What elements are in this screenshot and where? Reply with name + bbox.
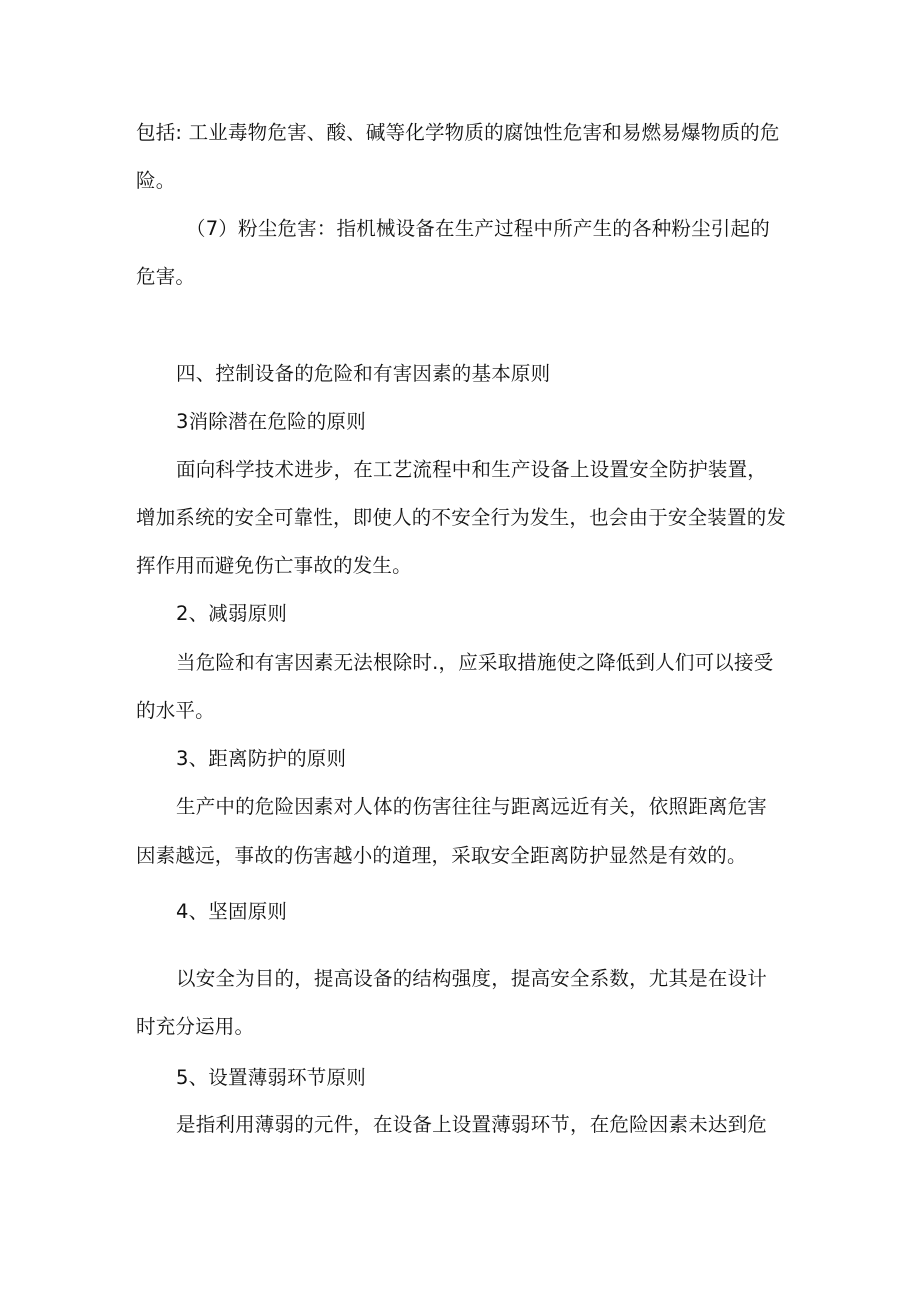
paragraph-line: 因素越远，事故的伤害越小的道理，采取安全距离防护显然是有效的。 <box>136 844 747 867</box>
paragraph-line: 生产中的危险因素对人体的伤害往往与距离远近有关，依照距离危害 <box>176 795 768 818</box>
paragraph-line: 面向科学技术进步，在工艺流程中和生产设备上设置安全防护装置， <box>176 458 768 481</box>
paragraph-line: 挥作用而避免伤亡事故的发生。 <box>136 554 412 577</box>
section-heading: 四、控制设备的危险和有害因素的基本原则 <box>176 362 551 385</box>
subheading: 5、设置薄弱环节原则 <box>176 1066 366 1089</box>
paragraph-line: 的水平。 <box>136 699 215 722</box>
paragraph-line: 以安全为目的，提高设备的结构强度，提高安全系数，尤其是在设计 <box>176 967 768 990</box>
subheading: 4、坚固原则 <box>176 900 288 923</box>
paragraph-line: 包括: 工业毒物危害、酸、碱等化学物质的腐蚀性危害和易燃易爆物质的危 <box>136 121 780 144</box>
paragraph-line: 时充分运用。 <box>136 1015 255 1038</box>
paragraph-line: （7）粉尘危害：指机械设备在生产过程中所产生的各种粉尘引起的 <box>186 217 770 240</box>
paragraph-line: 增加系统的安全可靠性，即使人的不安全行为发生，也会由于安全装置的发 <box>136 506 787 529</box>
subheading: 3、距离防护的原则 <box>176 747 347 770</box>
subheading: 3消除潜在危险的原则 <box>176 410 366 433</box>
paragraph-line: 险。 <box>136 169 176 192</box>
paragraph-line: 危害。 <box>136 265 196 288</box>
paragraph-line: 是指利用薄弱的元件，在设备上设置薄弱环节，在危险因素未达到危 <box>176 1113 768 1136</box>
paragraph-line: 当危险和有害因素无法根除时.，应采取措施使之降低到人们可以接受 <box>176 651 774 674</box>
subheading: 2、减弱原则 <box>176 602 288 625</box>
